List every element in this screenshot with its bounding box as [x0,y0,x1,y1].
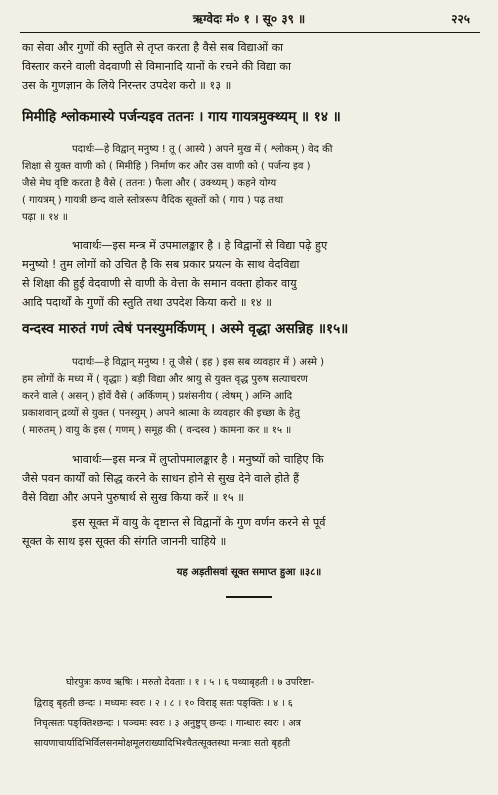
footer-note-line: द्विराड् बृहती छन्दः । मध्यमः स्वरः । २ । ८ । १० विराड् सतः पङ्क्तिः । ४ । ६ [34,698,293,709]
page-header [0,10,498,28]
conclusion-line: इस सूक्त में वायु के दृष्टान्त से विद्वानों के गुण वर्णन करने से पूर्व [72,516,326,529]
header-rule [20,32,480,33]
bhavartha-15-line: जैसे पवन कार्यों को सिद्ध करने के साधन होने से सुख देने वाले होते हैं [22,472,300,485]
bhavartha-14-line: आदि पदार्थों के गुणों की स्तुति तथा उपदेश किया करो ॥ १४ ॥ [22,296,272,309]
mantra-14: मिमीहि श्लोकमास्ये पर्जन्यइव ततनः । गाय गायत्रमुक्थ्यम् ॥ १४ ॥ [22,109,341,125]
footer-note-line: सायणाचार्यादिभिर्विलसनमोक्षमूलराख्यादिभिश्चैतत्सूक्तस्था मन्त्राः सतो बृहती [34,738,291,749]
section-divider [226,596,272,598]
footer-note-line: निचृत्सतः पङ्क्तिश्छन्दः । पञ्चमः स्वरः । ३ अनुष्टुप् छन्दः । गान्धारः स्वरः । अत्र [34,718,301,729]
bhavartha-15-line: भावार्थः—इस मन्त्र में लुप्तोपमालङ्कार है । मनुष्यों को चाहिए कि [72,453,324,466]
padartha-14-line: शिक्षा से युक्त वाणी को ( मिमीहि ) निर्माण कर और उस वाणी को ( पर्जन्य इव ) [22,161,311,172]
text-line: उस के गुणज्ञान के लिये निरन्तर उपदेश करो ॥ १३ ॥ [22,79,232,92]
bhavartha-14-line: भावार्थः—इस मन्त्र में उपमालङ्कार है । हे विद्वानों से विद्या पढ़े हुए [72,239,328,252]
padartha-15-line: पदार्थः—हे विद्वान् मनुष्य ! तू जैसे ( इह ) इस सब व्यवहार में ) अस्मे ) [72,357,325,368]
padartha-15-line: प्रकाशवान् द्रव्यों से युक्त ( पनस्युम् ) अपने श्रात्मा के व्यवहार की इच्छा के हेतु [22,408,300,419]
footer-note-line: घोरपुत्रः कण्व ऋषिः । मरुतो देवताः । १ । ५ । ६ पथ्याबृहती । ७ उपरिष्टा- [66,677,315,688]
padartha-15-line: करने वाले ( असन् ) होवें वैसे ( अर्किणम् ) प्रशंसनीय ( त्वेषम् ) अग्नि आदि [22,391,293,402]
padartha-14-line: पदार्थः—हे विद्वान् मनुष्य ! तू ( आस्ये ) अपने मुख में ( श्लोकम् ) वेद की [72,144,333,155]
text-line: का सेवा और गुणों की स्तुति से तृप्त करता है वैसे सब विद्याओं का [22,41,284,54]
padartha-14-line: पढ़ा ॥ १४ ॥ [22,212,68,223]
padartha-14-line: जैसे मेघ वृष्टि करता है वैसे ( ततनः ) फैला और ( उक्थ्यम् ) कहने योग्य [22,178,277,189]
padartha-14-line: ( गायत्रम् ) गायत्री छन्द वाले स्तोत्ररूप वैदिक सूक्तों को ( गाय ) पढ़ तथा [22,195,284,206]
page-number: २२५ [451,12,470,26]
running-head: ऋग्वेदः मं० १ । सू० ३९ ॥ [192,12,306,26]
mantra-15: वन्दस्व मारुतं गणं त्वेषं पनस्युमर्किणम् । अस्मे वृद्धा असन्निह ॥१५॥ [22,321,349,337]
bhavartha-15-line: वैसे विद्या और अपने पुरुषार्थ से सुख किया करें ॥ १५ ॥ [22,491,245,504]
padartha-15-line: ( मारुतम् ) वायु के इस ( गणम् ) समूह की ( वन्दस्व ) कामना कर ॥ १५ ॥ [22,425,292,436]
text-line: विस्तार करने वाली वेदवाणी से विमानादि यानों के रचने की विद्या का [22,60,291,73]
bhavartha-14-line: मनुष्यो ! तुम लोगों को उचित है कि सब प्रकार प्रयत्न के साथ वेदविद्या [22,258,300,271]
conclusion-line: सूक्त के साथ इस सूक्त की संगति जाननी चाहिये ॥ [22,535,227,548]
sukta-end: यह अड़तीसवां सूक्त समाप्त हुआ ॥३८॥ [176,567,322,578]
bhavartha-14-line: से शिक्षा की हुई वेदवाणी से वाणी के वेत्ता के समान वक्ता होकर वायु [22,277,297,290]
padartha-15-line: हम लोगों के मध्य में ( वृद्धाः ) बड़ी विद्या और श्रायु से युक्त वृद्ध पुरुष सत्याचरण [22,374,308,385]
